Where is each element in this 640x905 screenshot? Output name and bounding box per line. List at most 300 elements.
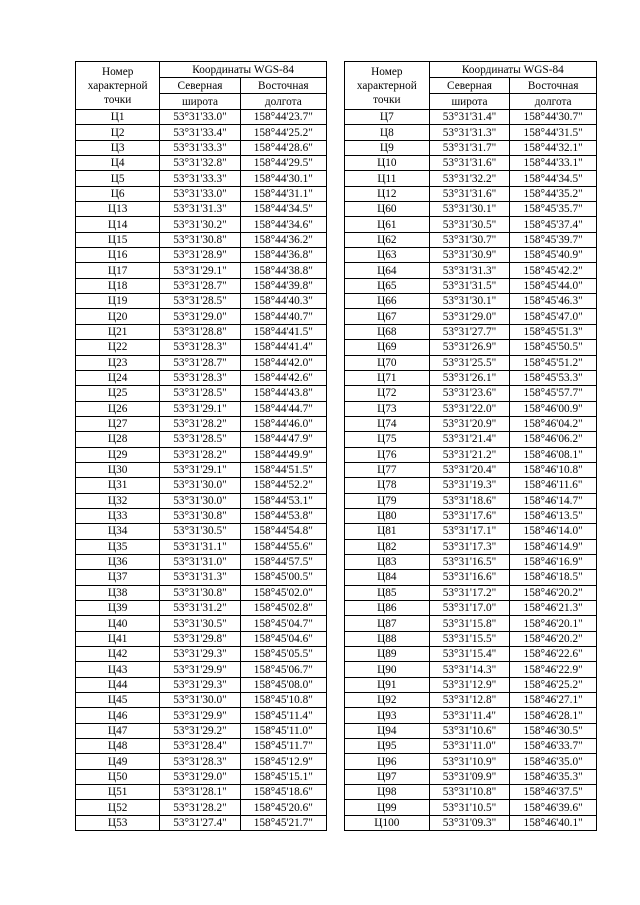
- table-row: [345, 186, 597, 201]
- latitude-cell: 53°31'18.6": [429, 493, 510, 508]
- longitude-cell: 158°45'42.2": [510, 263, 597, 278]
- latitude-cell: 53°31'19.3": [429, 478, 510, 493]
- latitude-cell: 53°31'10.6": [429, 723, 510, 738]
- header-longitude-sub: долгота: [510, 94, 597, 110]
- point-name-cell: Ц63: [345, 248, 430, 263]
- latitude-cell: 53°31'28.2": [160, 416, 240, 431]
- longitude-cell: 158°44'51.5": [240, 462, 326, 477]
- latitude-cell: 53°31'28.4": [160, 739, 240, 754]
- table-row: [76, 202, 327, 217]
- latitude-cell: 53°31'33.4": [160, 125, 240, 140]
- table-body-left: [76, 110, 327, 831]
- table-row: [76, 432, 327, 447]
- point-name-cell: Ц9: [345, 140, 430, 155]
- longitude-cell: 158°46'04.2": [510, 416, 597, 431]
- latitude-cell: 53°31'30.8": [160, 232, 240, 247]
- longitude-cell: 158°44'40.7": [240, 309, 326, 324]
- table-row: [345, 677, 597, 692]
- longitude-cell: 158°45'50.5": [510, 340, 597, 355]
- latitude-cell: 53°31'31.7": [429, 140, 510, 155]
- header-longitude-sub: долгота: [240, 94, 326, 110]
- latitude-cell: 53°31'29.1": [160, 263, 240, 278]
- latitude-cell: 53°31'10.9": [429, 754, 510, 769]
- table-row: [345, 631, 597, 646]
- header-latitude-sub: широта: [429, 94, 510, 110]
- longitude-cell: 158°45'11.4": [240, 708, 326, 723]
- point-name-cell: Ц84: [345, 570, 430, 585]
- table-row: [345, 125, 597, 140]
- longitude-cell: 158°44'33.1": [510, 156, 597, 171]
- table-row: [76, 754, 327, 769]
- latitude-cell: 53°31'31.5": [429, 278, 510, 293]
- latitude-cell: 53°31'30.5": [160, 616, 240, 631]
- longitude-cell: 158°46'20.2": [510, 631, 597, 646]
- longitude-cell: 158°45'39.7": [510, 232, 597, 247]
- header-longitude-line: Восточная: [258, 79, 309, 92]
- table-row: [345, 493, 597, 508]
- latitude-cell: 53°31'15.5": [429, 631, 510, 646]
- point-name-cell: Ц60: [345, 202, 430, 217]
- point-name-cell: Ц22: [76, 340, 160, 355]
- table-row: [76, 140, 327, 155]
- longitude-cell: 158°45'51.3": [510, 324, 597, 339]
- point-name-cell: Ц85: [345, 585, 430, 600]
- longitude-cell: 158°45'02.0": [240, 585, 326, 600]
- point-name-cell: Ц38: [76, 585, 160, 600]
- table-row: [76, 493, 327, 508]
- latitude-cell: 53°31'31.4": [429, 110, 510, 125]
- table-row: [76, 171, 327, 186]
- table-row: [345, 370, 597, 385]
- latitude-cell: 53°31'26.9": [429, 340, 510, 355]
- table-row: [345, 156, 597, 171]
- longitude-cell: 158°46'14.0": [510, 524, 597, 539]
- table-row: [345, 616, 597, 631]
- point-name-cell: Ц78: [345, 478, 430, 493]
- latitude-cell: 53°31'09.3": [429, 815, 510, 830]
- table-row: [345, 202, 597, 217]
- point-name-cell: Ц45: [76, 693, 160, 708]
- latitude-cell: 53°31'30.0": [160, 493, 240, 508]
- latitude-cell: 53°31'33.0": [160, 110, 240, 125]
- longitude-cell: 158°44'43.8": [240, 386, 326, 401]
- latitude-cell: 53°31'28.2": [160, 447, 240, 462]
- point-name-cell: Ц2: [76, 125, 160, 140]
- header-point-line: Номер: [101, 65, 134, 78]
- longitude-cell: 158°46'11.6": [510, 478, 597, 493]
- longitude-cell: 158°46'20.2": [510, 585, 597, 600]
- header-point-line: точки: [103, 93, 132, 106]
- longitude-cell: 158°46'27.1": [510, 693, 597, 708]
- point-name-cell: Ц32: [76, 493, 160, 508]
- longitude-cell: 158°45'10.8": [240, 693, 326, 708]
- point-name-cell: Ц44: [76, 677, 160, 692]
- point-name-cell: Ц17: [76, 263, 160, 278]
- latitude-cell: 53°31'30.0": [160, 693, 240, 708]
- latitude-cell: 53°31'16.5": [429, 554, 510, 569]
- latitude-cell: 53°31'12.9": [429, 677, 510, 692]
- table-row: [76, 631, 327, 646]
- table-row: [76, 815, 327, 830]
- latitude-cell: 53°31'09.9": [429, 769, 510, 784]
- point-name-cell: Ц80: [345, 508, 430, 523]
- latitude-cell: 53°31'25.5": [429, 355, 510, 370]
- header-longitude: [510, 78, 597, 94]
- point-name-cell: Ц52: [76, 800, 160, 815]
- longitude-cell: 158°46'00.9": [510, 401, 597, 416]
- point-name-cell: Ц70: [345, 355, 430, 370]
- longitude-cell: 158°45'00.5": [240, 570, 326, 585]
- latitude-cell: 53°31'30.2": [160, 217, 240, 232]
- longitude-cell: 158°46'33.7": [510, 739, 597, 754]
- point-name-cell: Ц95: [345, 739, 430, 754]
- table-row: [76, 294, 327, 309]
- longitude-cell: 158°44'35.2": [510, 186, 597, 201]
- point-name-cell: Ц18: [76, 278, 160, 293]
- table-row: [345, 340, 597, 355]
- latitude-cell: 53°31'27.4": [160, 815, 240, 830]
- latitude-cell: 53°31'17.1": [429, 524, 510, 539]
- point-name-cell: Ц42: [76, 647, 160, 662]
- latitude-cell: 53°31'29.3": [160, 677, 240, 692]
- table-row: [76, 370, 327, 385]
- latitude-cell: 53°31'30.0": [160, 478, 240, 493]
- table-row: [76, 309, 327, 324]
- longitude-cell: 158°44'53.1": [240, 493, 326, 508]
- longitude-cell: 158°45'47.0": [510, 309, 597, 324]
- point-name-cell: Ц64: [345, 263, 430, 278]
- header-longitude-line: Восточная: [527, 79, 579, 92]
- table-row: [76, 800, 327, 815]
- table-row: [76, 401, 327, 416]
- table-row: [345, 524, 597, 539]
- table-row: [76, 263, 327, 278]
- point-name-cell: Ц86: [345, 601, 430, 616]
- latitude-cell: 53°31'28.8": [160, 324, 240, 339]
- longitude-cell: 158°46'06.2": [510, 432, 597, 447]
- point-name-cell: Ц13: [76, 202, 160, 217]
- latitude-cell: 53°31'32.2": [429, 171, 510, 186]
- table-row: [76, 186, 327, 201]
- table-row: [76, 340, 327, 355]
- latitude-cell: 53°31'22.0": [429, 401, 510, 416]
- table-row: [345, 815, 597, 830]
- point-name-cell: Ц21: [76, 324, 160, 339]
- latitude-cell: 53°31'28.9": [160, 248, 240, 263]
- table-row: [76, 585, 327, 600]
- longitude-cell: 158°44'38.8": [240, 263, 326, 278]
- latitude-cell: 53°31'21.4": [429, 432, 510, 447]
- longitude-cell: 158°46'13.5": [510, 508, 597, 523]
- table-row: [345, 171, 597, 186]
- table-row: [76, 723, 327, 738]
- longitude-cell: 158°46'39.6": [510, 800, 597, 815]
- latitude-cell: 53°31'20.4": [429, 462, 510, 477]
- point-name-cell: Ц50: [76, 769, 160, 784]
- longitude-cell: 158°45'21.7": [240, 815, 326, 830]
- table-row: [345, 324, 597, 339]
- longitude-cell: 158°44'32.1": [510, 140, 597, 155]
- longitude-cell: 158°44'53.8": [240, 508, 326, 523]
- table-row: [345, 416, 597, 431]
- latitude-cell: 53°31'29.2": [160, 723, 240, 738]
- latitude-cell: 53°31'30.5": [160, 524, 240, 539]
- table-row: [345, 140, 597, 155]
- header-point-line: характерной: [356, 79, 417, 92]
- latitude-cell: 53°31'12.8": [429, 693, 510, 708]
- latitude-cell: 53°31'10.5": [429, 800, 510, 815]
- latitude-cell: 53°31'10.8": [429, 785, 510, 800]
- longitude-cell: 158°44'30.7": [510, 110, 597, 125]
- longitude-cell: 158°44'39.8": [240, 278, 326, 293]
- table-row: [76, 355, 327, 370]
- table-row: [345, 539, 597, 554]
- longitude-cell: 158°44'52.2": [240, 478, 326, 493]
- table-row: [345, 263, 597, 278]
- latitude-cell: 53°31'15.8": [429, 616, 510, 631]
- point-name-cell: Ц81: [345, 524, 430, 539]
- point-name-cell: Ц34: [76, 524, 160, 539]
- table-row: [345, 800, 597, 815]
- table-row: [76, 416, 327, 431]
- table-row: [345, 462, 597, 477]
- longitude-cell: 158°44'34.6": [240, 217, 326, 232]
- header-point-number: [345, 62, 430, 110]
- table-body-right: [345, 110, 597, 831]
- table-row: [76, 739, 327, 754]
- longitude-cell: 158°46'28.1": [510, 708, 597, 723]
- point-name-cell: Ц92: [345, 693, 430, 708]
- latitude-cell: 53°31'15.4": [429, 647, 510, 662]
- latitude-cell: 53°31'17.3": [429, 539, 510, 554]
- latitude-cell: 53°31'28.7": [160, 278, 240, 293]
- point-name-cell: Ц90: [345, 662, 430, 677]
- longitude-cell: 158°44'42.0": [240, 355, 326, 370]
- latitude-cell: 53°31'14.3": [429, 662, 510, 677]
- table-row: [345, 647, 597, 662]
- point-name-cell: Ц88: [345, 631, 430, 646]
- latitude-cell: 53°31'29.3": [160, 647, 240, 662]
- longitude-cell: 158°45'08.0": [240, 677, 326, 692]
- table-row: [76, 539, 327, 554]
- point-name-cell: Ц68: [345, 324, 430, 339]
- point-name-cell: Ц62: [345, 232, 430, 247]
- table-row: [76, 601, 327, 616]
- longitude-cell: 158°44'49.9": [240, 447, 326, 462]
- longitude-cell: 158°46'18.5": [510, 570, 597, 585]
- latitude-cell: 53°31'30.8": [160, 508, 240, 523]
- header-coord-system: Координаты WGS-84: [429, 62, 596, 78]
- latitude-cell: 53°31'29.1": [160, 462, 240, 477]
- longitude-cell: 158°44'34.5": [510, 171, 597, 186]
- point-name-cell: Ц53: [76, 815, 160, 830]
- point-name-cell: Ц10: [345, 156, 430, 171]
- point-name-cell: Ц72: [345, 386, 430, 401]
- latitude-cell: 53°31'30.7": [429, 232, 510, 247]
- table-row: [345, 769, 597, 784]
- point-name-cell: Ц71: [345, 370, 430, 385]
- point-name-cell: Ц97: [345, 769, 430, 784]
- point-name-cell: Ц99: [345, 800, 430, 815]
- table-row: [345, 708, 597, 723]
- table-row: [76, 217, 327, 232]
- longitude-cell: 158°44'55.6": [240, 539, 326, 554]
- table-row: [76, 570, 327, 585]
- longitude-cell: 158°46'20.1": [510, 616, 597, 631]
- point-name-cell: Ц11: [345, 171, 430, 186]
- latitude-cell: 53°31'27.7": [429, 324, 510, 339]
- point-name-cell: Ц73: [345, 401, 430, 416]
- longitude-cell: 158°44'47.9": [240, 432, 326, 447]
- table-row: [76, 447, 327, 462]
- header-latitude-sub: широта: [160, 94, 240, 110]
- longitude-cell: 158°44'31.1": [240, 186, 326, 201]
- longitude-cell: 158°45'37.4": [510, 217, 597, 232]
- latitude-cell: 53°31'31.3": [429, 263, 510, 278]
- longitude-cell: 158°45'40.9": [510, 248, 597, 263]
- longitude-cell: 158°45'20.6": [240, 800, 326, 815]
- point-name-cell: Ц79: [345, 493, 430, 508]
- longitude-cell: 158°45'57.7": [510, 386, 597, 401]
- latitude-cell: 53°31'28.1": [160, 785, 240, 800]
- longitude-cell: 158°46'10.8": [510, 462, 597, 477]
- longitude-cell: 158°46'30.5": [510, 723, 597, 738]
- table-row: [345, 355, 597, 370]
- table-row: [345, 754, 597, 769]
- latitude-cell: 53°31'29.8": [160, 631, 240, 646]
- point-name-cell: Ц48: [76, 739, 160, 754]
- point-name-cell: Ц36: [76, 554, 160, 569]
- latitude-cell: 53°31'32.8": [160, 156, 240, 171]
- point-name-cell: Ц29: [76, 447, 160, 462]
- longitude-cell: 158°45'18.6": [240, 785, 326, 800]
- point-name-cell: Ц96: [345, 754, 430, 769]
- point-name-cell: Ц28: [76, 432, 160, 447]
- point-name-cell: Ц74: [345, 416, 430, 431]
- longitude-cell: 158°45'05.5": [240, 647, 326, 662]
- longitude-cell: 158°46'22.9": [510, 662, 597, 677]
- longitude-cell: 158°45'15.1": [240, 769, 326, 784]
- latitude-cell: 53°31'33.3": [160, 140, 240, 155]
- latitude-cell: 53°31'33.0": [160, 186, 240, 201]
- latitude-cell: 53°31'31.6": [429, 156, 510, 171]
- latitude-cell: 53°31'11.4": [429, 708, 510, 723]
- point-name-cell: Ц37: [76, 570, 160, 585]
- point-name-cell: Ц66: [345, 294, 430, 309]
- longitude-cell: 158°46'37.5": [510, 785, 597, 800]
- table-row: [345, 232, 597, 247]
- latitude-cell: 53°31'28.2": [160, 800, 240, 815]
- longitude-cell: 158°44'54.8": [240, 524, 326, 539]
- header-point-number: [76, 62, 160, 110]
- latitude-cell: 53°31'29.0": [160, 309, 240, 324]
- longitude-cell: 158°45'44.0": [510, 278, 597, 293]
- latitude-cell: 53°31'17.2": [429, 585, 510, 600]
- latitude-cell: 53°31'28.3": [160, 340, 240, 355]
- longitude-cell: 158°45'51.2": [510, 355, 597, 370]
- latitude-cell: 53°31'29.1": [160, 401, 240, 416]
- table-row: [345, 723, 597, 738]
- table-row: [76, 324, 327, 339]
- table-row: [345, 554, 597, 569]
- table-row: [345, 447, 597, 462]
- table-row: [345, 508, 597, 523]
- latitude-cell: 53°31'23.6": [429, 386, 510, 401]
- point-name-cell: Ц77: [345, 462, 430, 477]
- point-name-cell: Ц87: [345, 616, 430, 631]
- longitude-cell: 158°46'25.2": [510, 677, 597, 692]
- longitude-cell: 158°45'04.6": [240, 631, 326, 646]
- point-name-cell: Ц89: [345, 647, 430, 662]
- point-name-cell: Ц98: [345, 785, 430, 800]
- latitude-cell: 53°31'29.9": [160, 708, 240, 723]
- longitude-cell: 158°45'53.3": [510, 370, 597, 385]
- point-name-cell: Ц51: [76, 785, 160, 800]
- latitude-cell: 53°31'30.8": [160, 585, 240, 600]
- longitude-cell: 158°44'30.1": [240, 171, 326, 186]
- longitude-cell: 158°44'57.5": [240, 554, 326, 569]
- table-row: [76, 462, 327, 477]
- latitude-cell: 53°31'31.6": [429, 186, 510, 201]
- latitude-cell: 53°31'28.5": [160, 432, 240, 447]
- table-row: [345, 401, 597, 416]
- longitude-cell: 158°46'21.3": [510, 601, 597, 616]
- header-point-line: характерной: [87, 79, 148, 92]
- longitude-cell: 158°46'22.6": [510, 647, 597, 662]
- table-row: [76, 693, 327, 708]
- header-longitude: [240, 78, 326, 94]
- longitude-cell: 158°44'31.5": [510, 125, 597, 140]
- latitude-cell: 53°31'21.2": [429, 447, 510, 462]
- longitude-cell: 158°44'28.6": [240, 140, 326, 155]
- latitude-cell: 53°31'29.9": [160, 662, 240, 677]
- latitude-cell: 53°31'31.3": [429, 125, 510, 140]
- longitude-cell: 158°44'40.3": [240, 294, 326, 309]
- point-name-cell: Ц40: [76, 616, 160, 631]
- header-latitude-line: Северная: [177, 79, 223, 92]
- latitude-cell: 53°31'31.3": [160, 202, 240, 217]
- point-name-cell: Ц49: [76, 754, 160, 769]
- point-name-cell: Ц14: [76, 217, 160, 232]
- longitude-cell: 158°46'35.3": [510, 769, 597, 784]
- point-name-cell: Ц61: [345, 217, 430, 232]
- table-row: [345, 386, 597, 401]
- point-name-cell: Ц16: [76, 248, 160, 263]
- table-row: [345, 739, 597, 754]
- table-row: [76, 386, 327, 401]
- latitude-cell: 53°31'29.0": [429, 309, 510, 324]
- longitude-cell: 158°46'08.1": [510, 447, 597, 462]
- longitude-cell: 158°44'41.5": [240, 324, 326, 339]
- coordinates-table-left: [75, 61, 327, 831]
- point-name-cell: Ц35: [76, 539, 160, 554]
- longitude-cell: 158°44'44.7": [240, 401, 326, 416]
- longitude-cell: 158°44'46.0": [240, 416, 326, 431]
- point-name-cell: Ц91: [345, 677, 430, 692]
- longitude-cell: 158°45'11.0": [240, 723, 326, 738]
- latitude-cell: 53°31'31.3": [160, 570, 240, 585]
- table-row: [345, 662, 597, 677]
- latitude-cell: 53°31'30.9": [429, 248, 510, 263]
- table-row: [76, 554, 327, 569]
- latitude-cell: 53°31'29.0": [160, 769, 240, 784]
- table-row: [345, 785, 597, 800]
- point-name-cell: Ц26: [76, 401, 160, 416]
- table-row: [345, 432, 597, 447]
- header-coord-system: Координаты WGS-84: [160, 62, 327, 78]
- longitude-cell: 158°44'36.2": [240, 232, 326, 247]
- latitude-cell: 53°31'28.3": [160, 754, 240, 769]
